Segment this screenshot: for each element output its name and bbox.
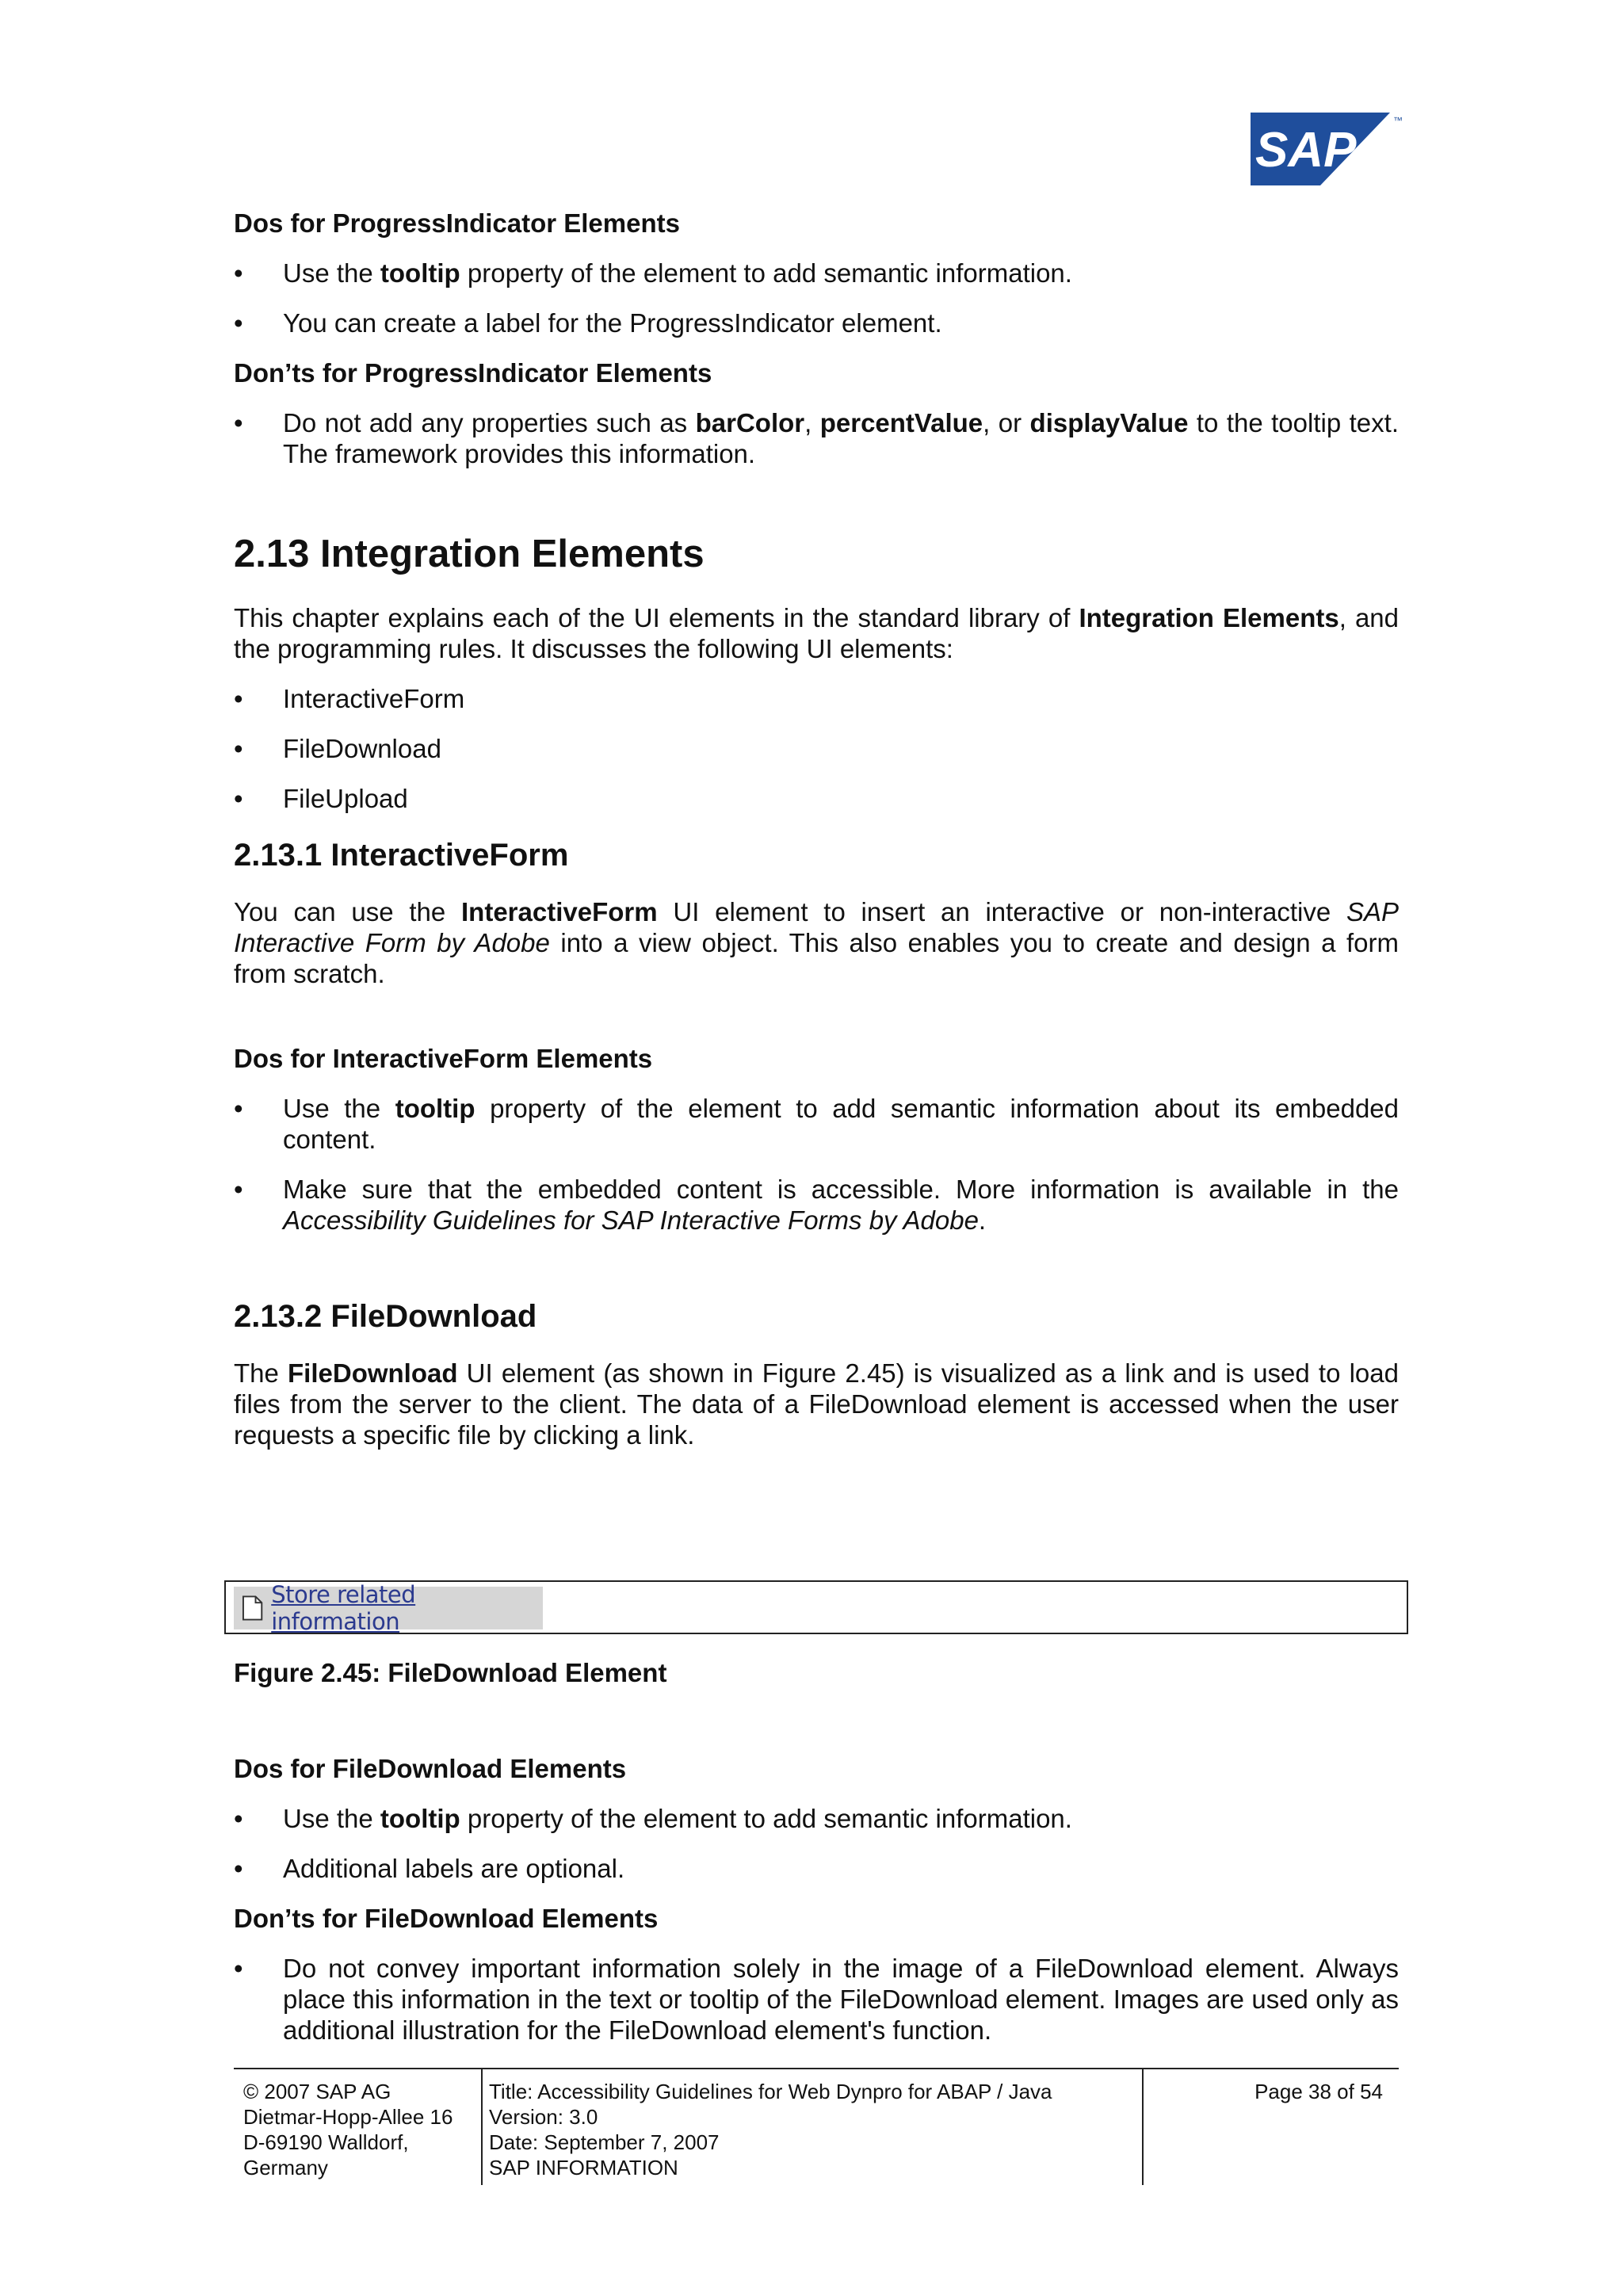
sap-logo	[1251, 113, 1409, 185]
filedownload-link[interactable]	[234, 1581, 543, 1635]
section-title-interactiveform: 2.13.1 InteractiveForm	[234, 838, 569, 873]
list-item: • Additional labels are optional.	[234, 1853, 1399, 1884]
section-title-filedownload: 2.13.2 FileDownload	[234, 1299, 537, 1334]
footer-text: Version: 3.0	[489, 2105, 598, 2129]
logo-trademark: ™	[1393, 115, 1403, 126]
footer-text: D-69190 Walldorf,	[243, 2130, 409, 2154]
list-donts-filedownload	[234, 1953, 1399, 2046]
heading-dos-filedownload: Dos for FileDownload Elements	[234, 1754, 627, 1783]
list-item: • Do not convey important information solely in the image of a FileDownload element. Always place this information in the text or tooltip of the FileDownload element. Images are used only as additional illustration for the FileDownload element's function.	[234, 1953, 1399, 2046]
list-donts-progressindicator	[234, 407, 1399, 469]
list-dos-progressindicator	[234, 258, 1399, 338]
list-item: • FileDownload	[234, 733, 1399, 764]
footer-divider	[1142, 2069, 1144, 2185]
main-content	[234, 208, 1399, 1450]
list-item: • Use the tooltip property of the element to add semantic information.	[234, 258, 1399, 288]
figure-caption: Figure 2.45: FileDownload Element	[234, 1658, 667, 1687]
logo-text: SAP	[1255, 123, 1357, 178]
figure-filedownload	[224, 1580, 1408, 1634]
list-item: • Use the tooltip property of the element to add semantic information about its embedded content.	[234, 1093, 1399, 1155]
footer-text: Title: Accessibility Guidelines for Web Dynpro for ABAP / Java	[489, 2080, 1052, 2103]
heading-dos-interactiveform: Dos for InteractiveForm Elements	[234, 1044, 653, 1073]
content-after-figure	[234, 1657, 1399, 2046]
footer-text: © 2007 SAP AG	[243, 2080, 391, 2103]
list-integration-elements	[234, 683, 1399, 814]
footer-company	[243, 2079, 473, 2180]
list-item: • You can create a label for the ProgressIndicator element.	[234, 308, 1399, 338]
heading-dos-progressindicator: Dos for ProgressIndicator Elements	[234, 208, 680, 238]
paragraph-filedownload: The FileDownload UI element (as shown in Figure 2.45) is visualized as a link and is used to load files from the server to the client. The data of a FileDownload element is accessed when the user requests a specific file by clicking a link.	[234, 1358, 1399, 1450]
footer-text: Germany	[243, 2156, 328, 2179]
section-title-integration-elements: 2.13 Integration Elements	[234, 533, 705, 575]
list-item: • Make sure that the embedded content is accessible. More information is available in the Accessibility Guidelines for SAP Interactive Forms by Adobe.	[234, 1174, 1399, 1236]
footer-text: Dietmar-Hopp-Allee 16	[243, 2105, 453, 2129]
paragraph-interactiveform: You can use the InteractiveForm UI element to insert an interactive or non-interactive SAP Interactive Form by Adobe into a view object. This also enables you to create and design a form from scratch.	[234, 897, 1399, 988]
list-item: • Do not add any properties such as barColor, percentValue, or displayValue to the tooltip text. The framework provides this information.	[234, 407, 1399, 469]
footer-divider	[481, 2069, 483, 2185]
heading-donts-filedownload: Don’ts for FileDownload Elements	[234, 1904, 659, 1933]
document-icon	[242, 1595, 263, 1622]
paragraph-integration-intro: This chapter explains each of the UI elements in the standard library of Integration Elements, and the programming rules. It discusses the following UI elements:	[234, 603, 1400, 663]
filedownload-link-text: Store related information	[271, 1581, 416, 1635]
list-dos-filedownload	[234, 1803, 1399, 1884]
footer-document-info	[489, 2079, 1123, 2180]
list-item: • FileUpload	[234, 783, 1399, 814]
page-number: Page 38 of 54	[1254, 2080, 1383, 2103]
footer-text: Date: September 7, 2007	[489, 2130, 720, 2154]
page-footer	[234, 2068, 1399, 2185]
footer-text: SAP INFORMATION	[489, 2156, 678, 2179]
list-item: • InteractiveForm	[234, 683, 1399, 714]
list-item: • Use the tooltip property of the element to add semantic information.	[234, 1803, 1399, 1834]
heading-donts-progressindicator: Don’ts for ProgressIndicator Elements	[234, 358, 712, 388]
list-dos-interactiveform	[234, 1093, 1399, 1236]
